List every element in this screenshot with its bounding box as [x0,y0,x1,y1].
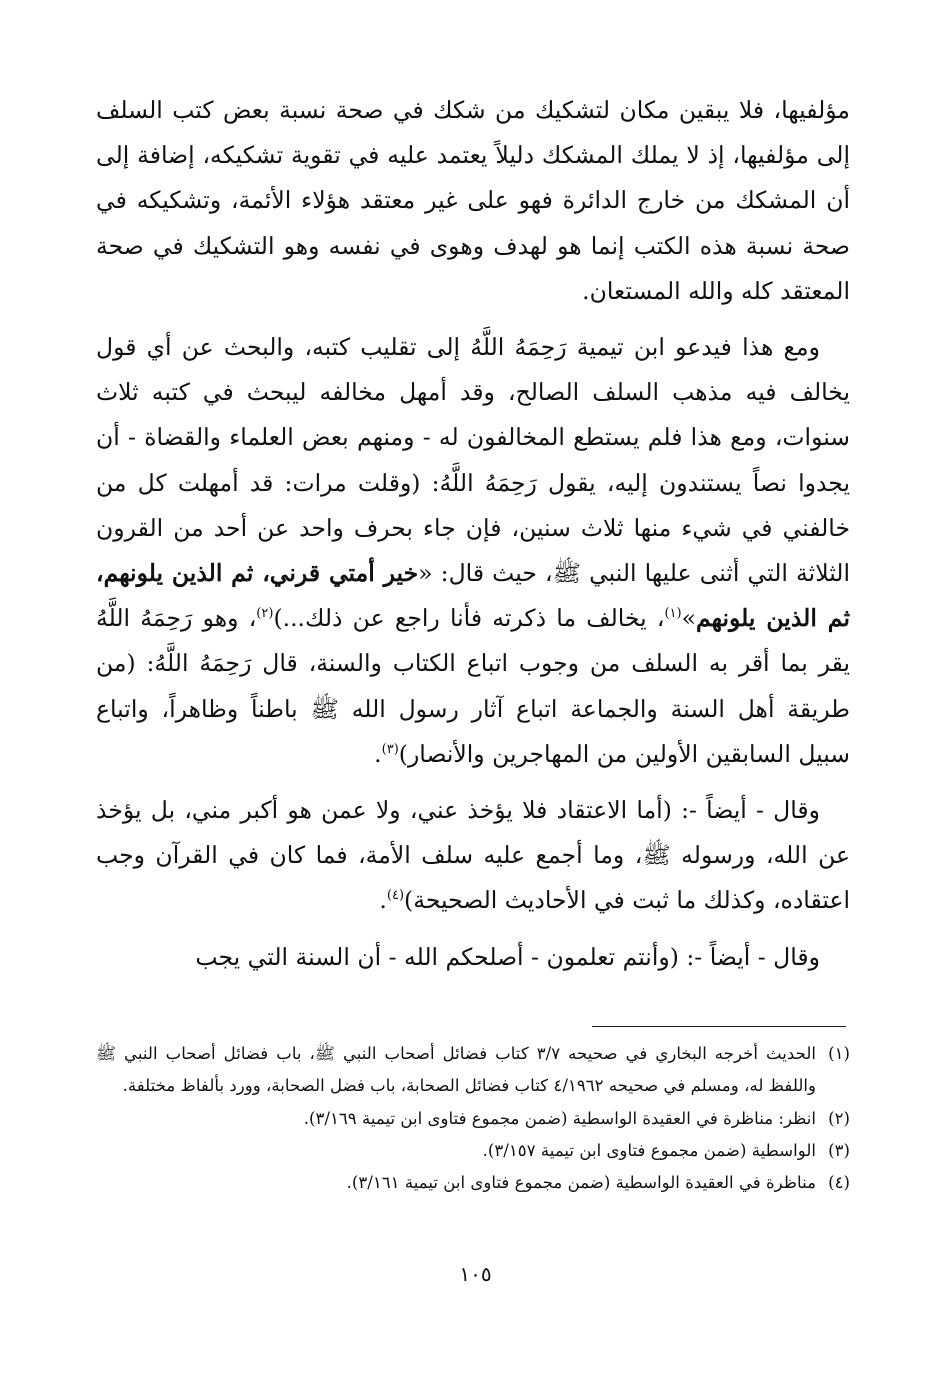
footnote-text: الحديث أخرجه البخاري في صحيحه ٣/٧ كتاب فضائل أصحاب النبي ﷺ، باب فضائل أصحاب النبي ﷺ واللفظ له، ومسلم في صحيحه ٤/١٩٦٢ كتاب فضائل الصحابة، باب فضل الصحابة، وورد بألفاظ مختلفة. [96,1044,816,1096]
footnote-text: مناظرة في العقيدة الواسطية (ضمن مجموع فتاوى ابن تيمية ٣/١٦١). [346,1173,816,1193]
footnote-number: (٢) [828,1108,850,1128]
paragraph-1: مؤلفيها، فلا يبقين مكان لتشكيك من شكك في صحة نسبة بعض كتب السلف إلى مؤلفيها، إذ لا يملك المشكك دليلاً يعتمد عليه في تقوية تشكيكه، إضافة إلى أن المشكك من خارج الدائرة فهو على غير معتقد هؤلاء الأئمة، وتشكيكه في صحة نسبة هذه الكتب إنما هو لهدف وهوى في نفسه وهو التشكيك في صحة المعتقد كله والله المستعان. [96,96,850,305]
main-text [96,88,850,991]
paragraph-4: وقال - أيضاً -: (وأنتم تعلمون - أصلحكم الله - أن السنة التي يجب [195,942,820,971]
paragraph-2 [96,325,850,777]
footnote-3 [96,1135,850,1167]
paragraph-3-text-b: . [379,886,387,915]
hadith-quote: خير أمتي قرني، ثم الذين يلونهم، ثم الذين يلونهم [96,559,850,633]
footnote-ref-4[interactable]: (٤) [386,888,405,904]
footnote-ref-1[interactable]: (١) [664,606,682,622]
paragraph-2-text-d: ، وهو رَحِمَهُ اللَّهُ يقر بما أقر به السلف من وجوب اتباع الكتاب والسنة، قال رَحِمَهُ اللَّهُ: (من طريقة أهل السنة والجماعة اتباع آثار رسول الله ﷺ باطناً وظاهراً، واتباع سبيل السابقين الأولين من المهاجرين والأنصار) [96,604,850,768]
footnotes [96,1038,850,1199]
paragraph-3-text-a: وقال - أيضاً -: (أما الاعتقاد فلا يؤخذ عني، ولا عمن هو أكبر مني، بل يؤخذ عن الله، ورسوله ﷺ، وما أجمع عليه سلف الأمة، فما كان في القرآن وجب اعتقاده، وكذلك ما ثبت في الأحاديث الصحيحة) [96,796,850,915]
footnote-4 [96,1167,850,1199]
paragraph-2-text-b: » [681,604,696,633]
footnote-text: انظر: مناظرة في العقيدة الواسطية (ضمن مجموع فتاوى ابن تيمية ٣/١٦٩). [303,1108,816,1128]
paragraph-2-text-e: . [374,739,382,768]
footnote-ref-3[interactable]: (٣) [381,742,399,758]
footnote-separator [592,1026,846,1027]
paragraph-3 [96,788,850,924]
paragraph-2-text-c: ، يخالف ما ذكرته فأنا راجع عن ذلك...) [273,604,665,633]
page-number: ١٠٥ [459,1262,492,1286]
footnote-number: (١) [828,1044,850,1063]
footnote-number: (٤) [828,1173,850,1193]
footnote-2 [96,1103,850,1135]
paragraph-2-text-a: ومع هذا فيدعو ابن تيمية رَحِمَهُ اللَّهُ إلى تقليب كتبه، والبحث عن أي قول يخالف فيه مذهب السلف الصالح، وقد أمهل مخالفه ليبحث في كتبه ثلاث سنوات، ومع هذا فلم يستطع المخالفون له - ومنهم بعض العلماء والقضاة - أن يجدوا نصاً يستندون إليه، يقول رَحِمَهُ اللَّهُ: (وقلت مرات: قد أمهلت كل من خالفني في شيء منها ثلاث سنين، فإن جاء بحرف واحد عن أحد من القرون الثلاثة التي أثنى عليها النبي ﷺ، حيث قال: « [96,333,850,588]
footnote-text: الواسطية (ضمن مجموع فتاوى ابن تيمية ٣/١٥٧). [482,1140,816,1160]
footnote-1 [96,1038,850,1103]
footnote-ref-2[interactable]: (٢) [256,606,274,622]
footnote-number: (٣) [828,1140,850,1160]
